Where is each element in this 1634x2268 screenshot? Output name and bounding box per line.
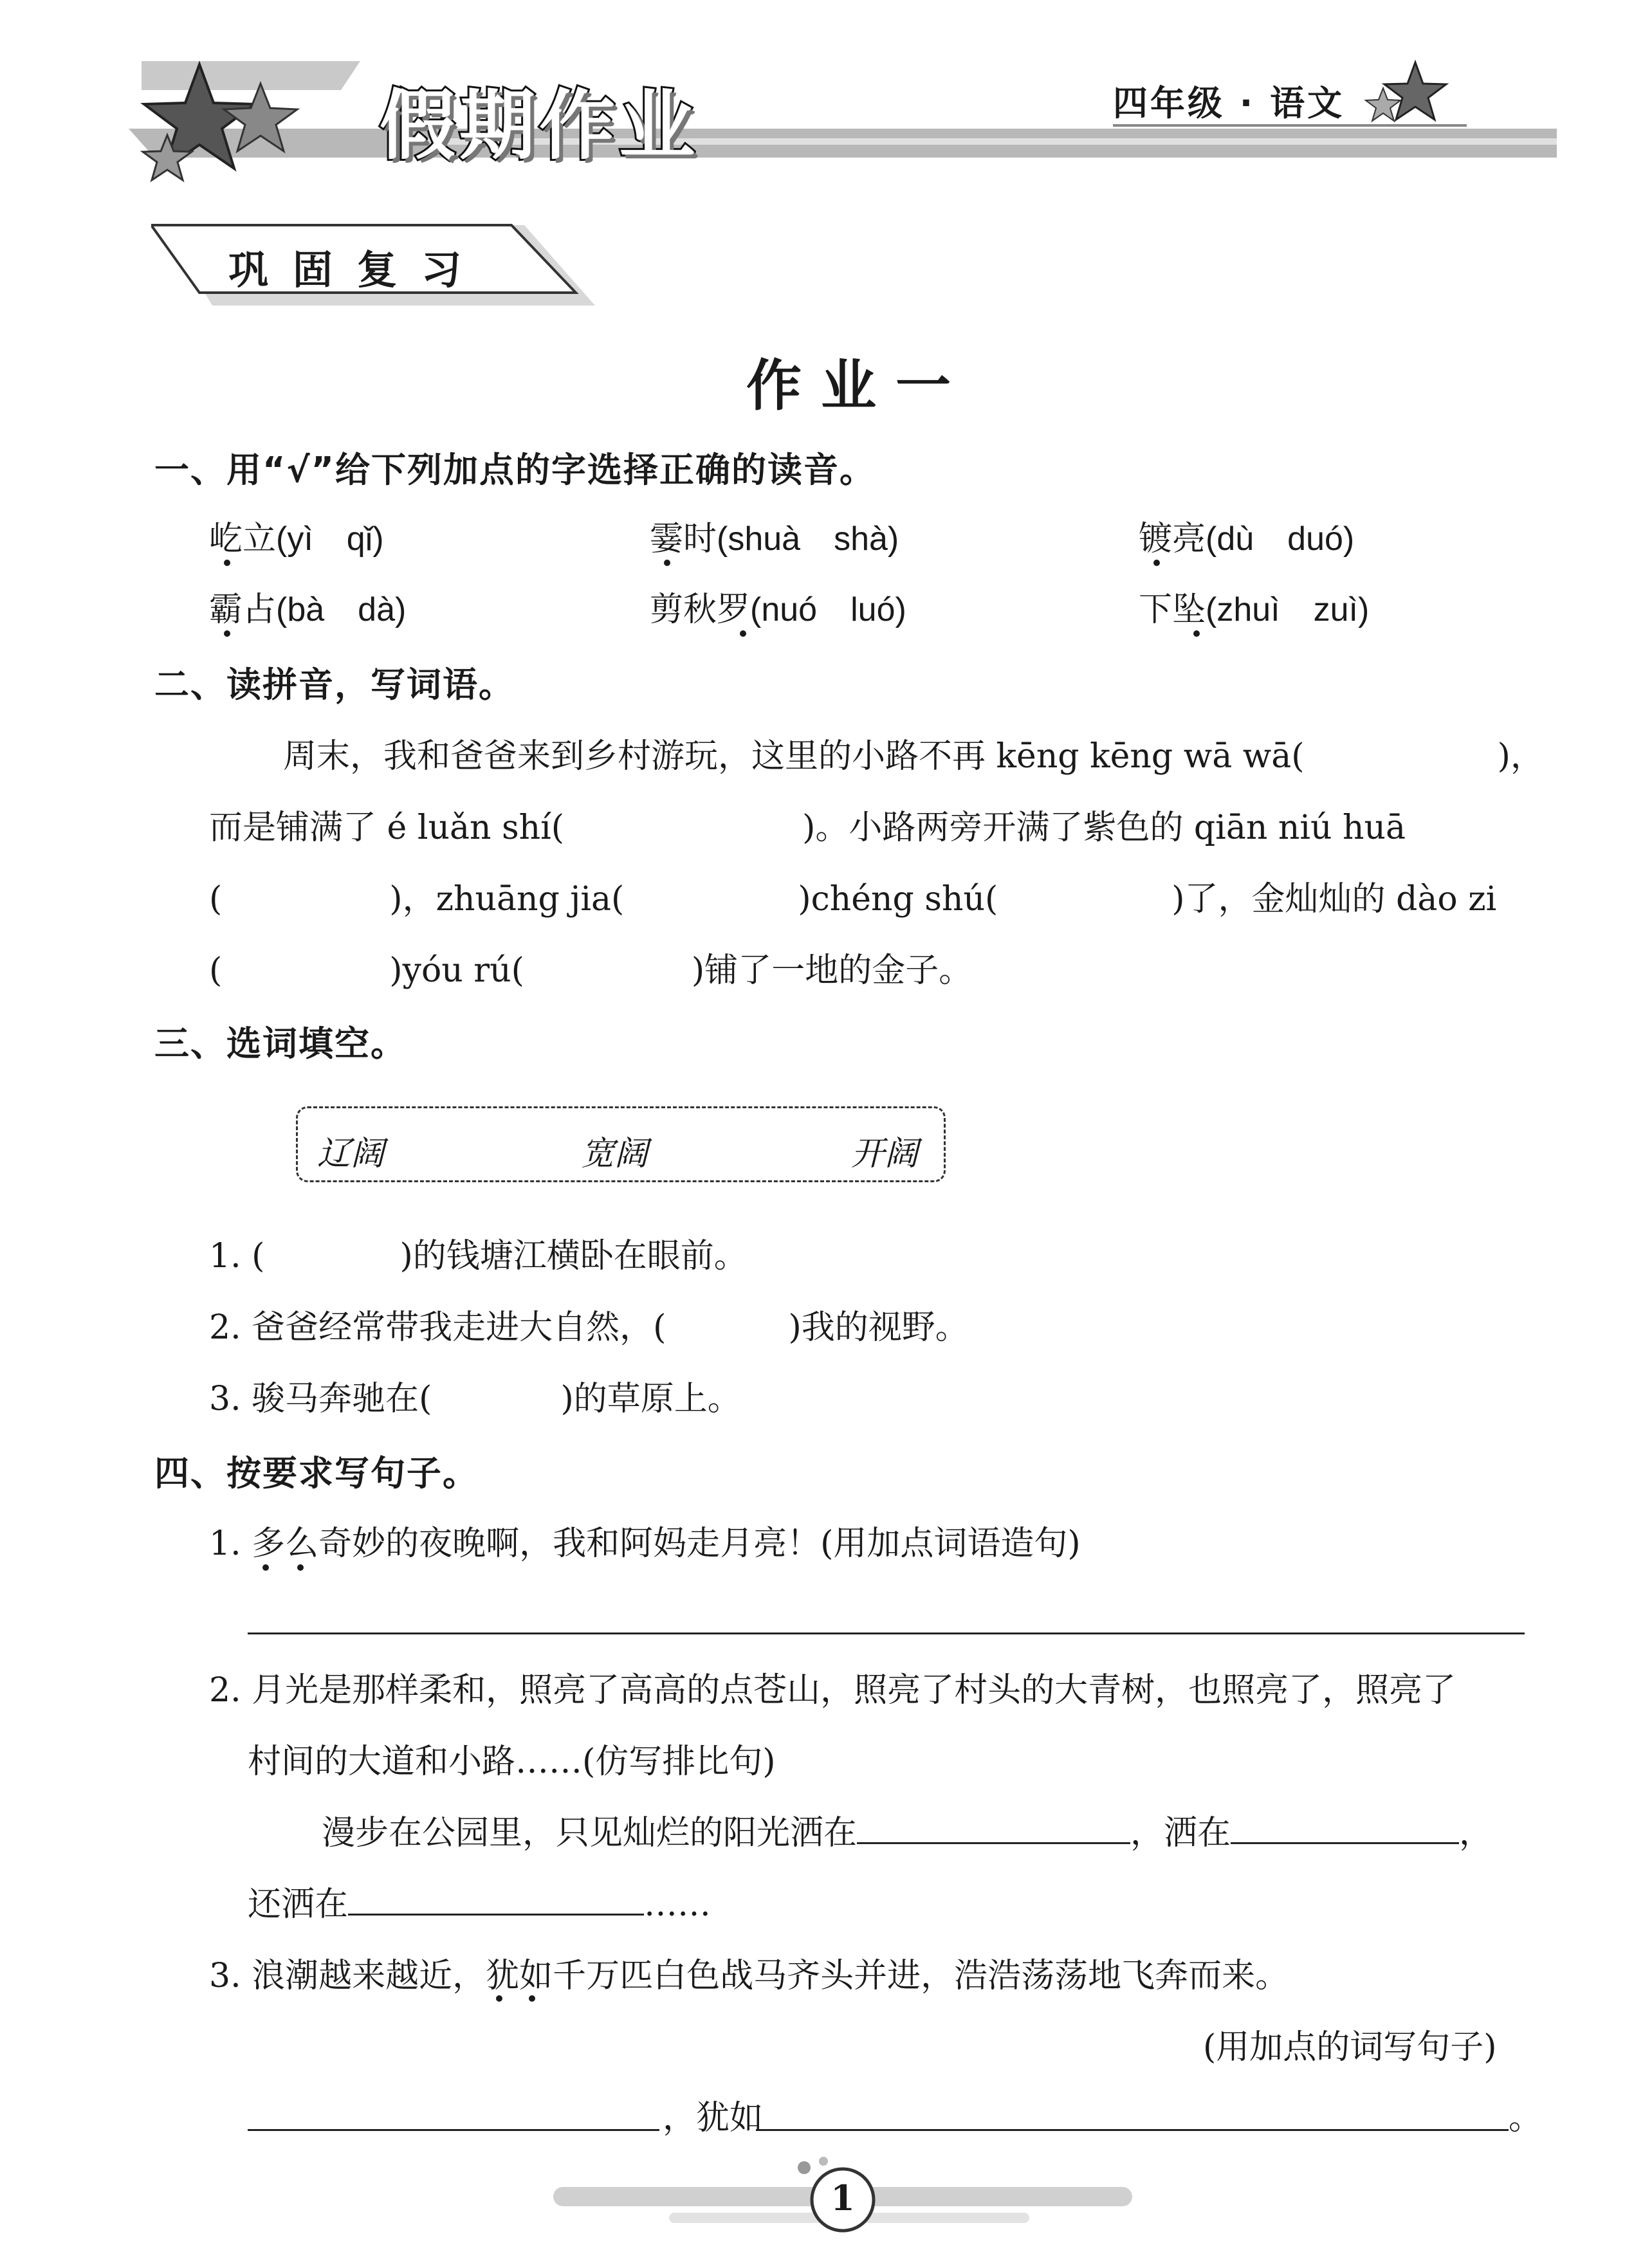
q2-text: )了，金灿灿的 dào zi [1171,880,1497,919]
q1-word: 镀亮 [1139,520,1206,558]
q2-text: ( [209,951,223,990]
q4-text: ，洒在 [1130,1814,1231,1852]
q1-word: 霎时 [650,520,717,558]
q4-blank[interactable] [1231,1812,1459,1844]
word-choice-box [296,1106,946,1182]
q2-text: )， [1497,737,1544,776]
q3-text: 2. 爸爸经常带我走进大自然，( [209,1308,666,1347]
q1-item-6 [1139,582,1369,630]
q4-item-2-line-1: 2. 月光是那样柔和，照亮了高高的点苍山，照亮了村头的大青树，也照亮了，照亮了 [209,1671,1456,1710]
q1-item-1 [209,511,384,560]
q2-text: )铺了一地的金子。 [691,951,973,990]
emphasis-dot [740,630,746,637]
q2-text: 而是铺满了 é luǎn shí( [209,809,565,847]
q2-text: 周末，我和爸爸来到乡村游玩，这里的小路不再 kēng kēng wā wā( [283,737,1305,776]
page-title: 作业一 [746,353,970,418]
q3-text: )我的视野。 [788,1308,969,1347]
page-header [0,0,1634,187]
q4-item-3-line-3b: 。 [1509,2099,1543,2137]
emphasis-dot [297,1564,304,1571]
header-title: 假期作业 [380,81,699,170]
q1-heading: 一、用“√”给下列加点的字选择正确的读音。 [154,450,876,490]
q2-heading: 二、读拼音，写词语。 [154,664,515,705]
q4-item-2-line-4 [248,1877,711,1925]
word-choice-1: 辽阔 [317,1135,385,1173]
emphasis-dot [262,1564,269,1571]
q1-options: (dù duó) [1206,520,1355,558]
q3-text: )的钱塘江横卧在眼前。 [399,1237,748,1276]
grade-subject-label: 四年级 · 语文 [1113,83,1345,123]
page-number: 1 [831,2177,855,2218]
q1-word: 剪秋罗 [650,590,751,629]
q2-text: )yóu rú( [389,951,524,990]
q1-item-5 [650,582,906,630]
q3-text: )的草原上。 [560,1380,741,1418]
q2-text: )，zhuāng jia( [389,880,625,919]
q4-item-3-line-3a: ，犹如 [663,2099,764,2137]
q1-word: 下坠 [1139,590,1206,629]
q3-text: 1. ( [209,1237,265,1276]
stars-right-icon [1364,59,1460,130]
q3-heading: 三、选词填空。 [154,1023,407,1064]
q2-text: )chéng shú( [798,880,998,919]
q2-line-2 [209,800,1406,848]
q4-heading: 四、按要求写句子。 [154,1453,479,1494]
q2-line-3 [209,872,1496,920]
q4-item-3-line-2: (用加点的词写句子) [1203,2028,1497,2067]
q4-item-3-answer-line-1[interactable] [248,2129,659,2131]
q4-item-1: 1. 多么奇妙的夜晚啊，我和阿妈走月亮！(用加点词语造句) [209,1524,1081,1563]
q4-text: 还洒在 [248,1885,349,1924]
q3-item-3 [209,1371,741,1420]
q2-text: )。小路两旁开满了紫色的 qiān niú huā [802,809,1406,847]
q1-options: (shuà shà) [717,520,899,558]
q4-item-1-answer-line[interactable] [248,1632,1525,1634]
q4-blank[interactable] [348,1883,644,1916]
q4-item-2-line-3 [322,1806,1492,1854]
q1-item-3 [1139,511,1354,560]
q4-text: …… [644,1885,711,1924]
emphasis-dot [529,1995,535,2002]
q1-item-4 [209,582,406,630]
q4-item-3-line-1: 3. 浪潮越来越近，犹如千万匹白色战马齐头并进，浩浩荡荡地飞奔而来。 [209,1957,1289,1995]
q1-options: (yì qǐ) [276,520,384,558]
q1-word: 霸占 [209,590,277,629]
q4-text: ， [1459,1814,1493,1852]
q4-blank[interactable] [857,1812,1130,1844]
word-choice-2: 宽阔 [581,1135,648,1173]
q2-line-4 [209,943,972,991]
q1-word: 屹立 [209,520,277,558]
section-tab-label: 巩固复习 [228,246,486,293]
q3-text: 3. 骏马奔驰在( [209,1380,432,1418]
q1-item-2 [650,511,899,560]
emphasis-dot [1153,560,1160,566]
emphasis-dot [496,1995,502,2002]
q1-options: (zhuì zuì) [1206,591,1370,628]
q4-item-3-answer-line-2[interactable] [756,2129,1509,2131]
q2-text: ( [209,880,223,919]
emphasis-dot [224,560,230,566]
q3-item-2 [209,1300,969,1348]
q3-item-1 [209,1229,748,1277]
q2-line-1 [283,729,1544,777]
emphasis-dot [224,630,230,637]
word-choice-3: 开阔 [851,1135,919,1173]
q1-options: (bà dà) [276,591,407,628]
q4-item-2-line-2: 村间的大道和小路……(仿写排比句) [248,1742,776,1781]
q4-text: 漫步在公园里，只见灿烂的阳光洒在 [322,1814,858,1852]
emphasis-dot [664,560,670,566]
emphasis-dot [1193,630,1200,637]
stars-left-icon [129,58,322,193]
q1-options: (nuó luó) [750,591,906,628]
